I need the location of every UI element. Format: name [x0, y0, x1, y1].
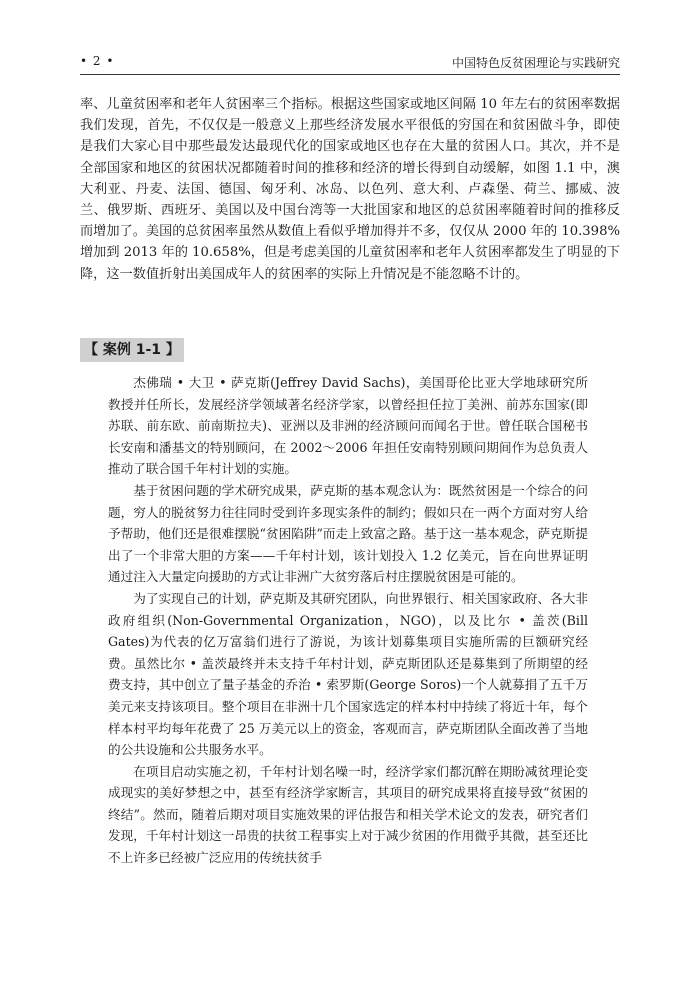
case-paragraph: 杰佛瑞 • 大卫 • 萨克斯(Jeffrey David Sachs)，美国哥伦比亚大学地球研究所教授并任所长，发展经济学领域著名经济学家，以曾经担任拉丁美洲、前苏东国家(即苏联、前东欧、前南斯拉夫)、亚洲以及非洲的经济顾问而闻名于世。曾任联合国秘书长安南和潘基文的特别顾问，在 2002～2006 年担任安南特别顾问期间作为总负责人推动了联合国千年村计划的实施。 — [108, 375, 588, 477]
case-paragraph: 为了实现自己的计划，萨克斯及其研究团队，向世界银行、相关国家政府、各大非政府组织(Non-Governmental Organization，NGO)，以及比尔 • 盖茨(Bill Gates)为代表的亿万富翁们进行了游说，为该计划募集项目实施所需的巨额研究经费。虽然比尔 • 盖茨最终并未支持千年村计划，萨克斯团队还是募集到了所期望的经费支持，其中创立了量子基金的乔治 • 索罗斯(George Soros)一个人就募捐了五千万美元来支持该项目。整个项目在非洲十几个国家选定的样本村中持续了将近十年，每个样本村平均每年花费了 25 万美元以上的资金，客观而言，萨克斯团队全面改善了当地的公共设施和公共服务水平。 — [108, 590, 588, 758]
intro-paragraph: 率、儿童贫困率和老年人贫困率三个指标。根据这些国家或地区间隔 10 年左右的贫困率数据我们发现，首先，不仅仅是一般意义上那些经济发展水平很低的穷国在和贫困做斗争，即使是我们大家心目中那些最发达最现代化的国家或地区也存在大量的贫困人口。其次，并不是全部国家和地区的贫困状况都随着时间的推移和经济的增长得到自动缓解，如图 1.1 中，澳大利亚、丹麦、法国、德国、匈牙利、冰岛、以色列、意大利、卢森堡、荷兰、挪威、波兰、俄罗斯、西班牙、美国以及中国台湾等一大批国家和地区的总贫困率随着时间的推移反而增加了。美国的总贫困率虽然从数值上看似乎增加得并不多，仅仅从 2000 年的 10.398%增加到 2013 年的 10.658%，但是考虑美国的儿童贫困率和老年人贫困率都发生了明显的下降，这一数值折射出美国成年人的贫困率的实际上升情况是不能忽略不计的。 — [80, 97, 620, 282]
case-paragraph: 在项目启动实施之初，千年村计划名噪一时，经济学家们都沉醉在期盼减贫理论变成现实的美好梦想之中，甚至有经济学家断言，其项目的研究成果将直接导致“贫困的终结”。然而，随着后期对项目实施效果的评估报告和相关学术论文的发表，研究者们发现，千年村计划这一昂贵的扶贫工程事实上对于减少贫困的作用微乎其微，甚至还比不上许多已经被广泛应用的传统扶贫手 — [108, 763, 588, 866]
page-header — [80, 52, 620, 75]
case-label: 【 案例 1-1 】 — [80, 338, 184, 362]
running-title: 中国特色反贫困理论与实践研究 — [451, 56, 620, 70]
case-paragraph: 基于贫困问题的学术研究成果，萨克斯的基本观念认为：既然贫困是一个综合的问题，穷人的脱贫努力往往同时受到许多现实条件的制约；假如只在一两个方面对穷人给予帮助，他们还是很难摆脱“贫困陷阱”而走上致富之路。基于这一基本观念，萨克斯提出了一个非常大胆的方案——千年村计划，该计划投入 1.2 亿美元，旨在向世界证明通过注入大量定向援助的方式让非洲广大贫穷落后村庄摆脱贫困是可能的。 — [108, 482, 588, 585]
page-number: • 2 • — [80, 54, 115, 68]
case-body — [108, 372, 588, 869]
